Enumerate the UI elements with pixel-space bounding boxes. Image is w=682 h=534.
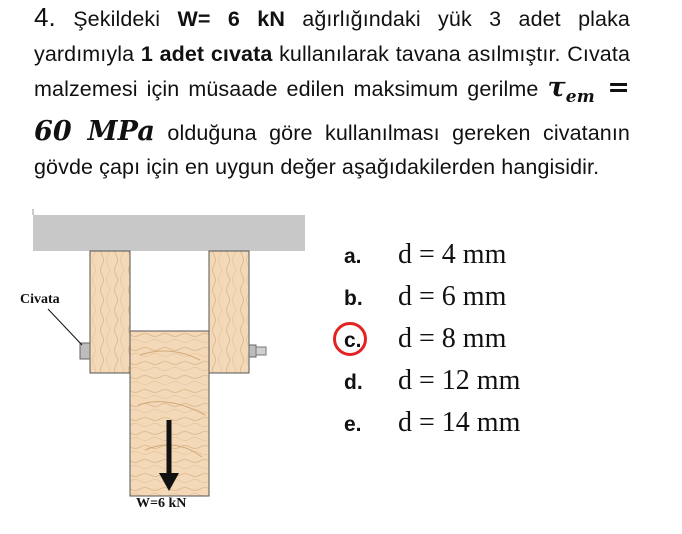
option-expression: d = 4 mm	[398, 239, 507, 270]
left-plate	[90, 251, 130, 373]
question-text	[34, 0, 630, 185]
option-letter: d.	[344, 371, 363, 394]
question-part4: olduğuna göre kullanılması gereken civatanın gövde çapı için en uygun değer aşağıdakilerden hangisidir.	[34, 120, 630, 179]
option-expression: d = 6 mm	[398, 281, 507, 312]
option-expression: d = 14 mm	[398, 407, 521, 438]
question-part2: ağırlığındaki yük 3 adet plaka yardımıyla	[34, 7, 630, 66]
figure-drawing	[0, 205, 320, 529]
option-e[interactable]	[344, 404, 644, 444]
option-letter: e.	[344, 413, 362, 436]
plate-bolt-figure	[0, 205, 320, 529]
right-plate	[209, 251, 249, 373]
option-expression: d = 8 mm	[398, 323, 507, 354]
option-b[interactable]	[344, 278, 644, 318]
tau-value: 60 MPa	[34, 115, 155, 147]
option-a[interactable]	[344, 236, 644, 276]
option-expression: d = 12 mm	[398, 365, 521, 396]
option-letter: a.	[344, 245, 362, 268]
option-c[interactable]	[344, 320, 644, 360]
bolt-count: 1 adet cıvata	[140, 41, 273, 66]
weight-value: W= 6 kN	[177, 7, 285, 31]
bolt-label: Civata	[20, 292, 60, 307]
tau-symbol: τ	[547, 72, 566, 103]
question-number: 4.	[34, 2, 56, 32]
load-label: W=6 kN	[136, 496, 187, 511]
option-letter: c.	[344, 329, 362, 352]
question-part3: kullanılarak tavana asılmıştır. Cıvata malzemesi için müsaade edilen maksimum gerilme	[34, 41, 630, 101]
ceiling	[33, 215, 305, 251]
question-intro: Şekildeki	[55, 7, 178, 31]
tau-subscript: em	[565, 87, 595, 107]
option-letter: b.	[344, 287, 363, 310]
tau-equals: =	[594, 72, 630, 103]
option-d[interactable]	[344, 362, 644, 402]
